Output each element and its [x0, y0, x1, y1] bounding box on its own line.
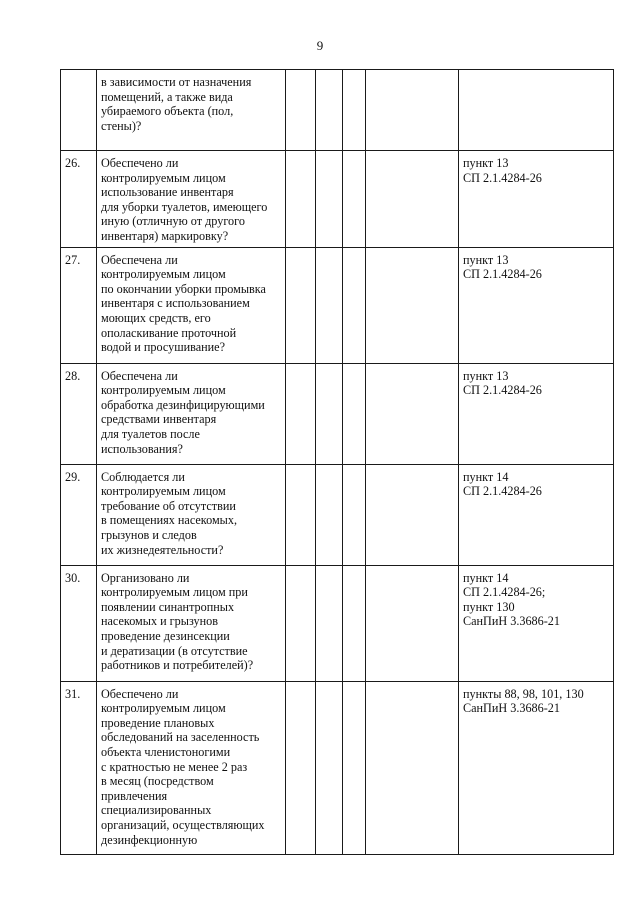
question-line: использования?	[101, 441, 183, 456]
answer-na-cell[interactable]	[343, 565, 366, 681]
question-line: иную (отличную от другого	[101, 214, 245, 229]
answer-yes-cell[interactable]	[286, 681, 316, 854]
page-number: 9	[316, 38, 324, 53]
reference-line: СанПиН 3.3686-21	[463, 701, 560, 716]
notes-cell[interactable]	[366, 363, 459, 464]
question-line: объекта членистоногими	[101, 744, 231, 759]
question-line: с кратностью не менее 2 раз	[101, 759, 248, 774]
question-line: по окончании уборки промывка	[101, 281, 266, 296]
answer-no-cell[interactable]	[316, 464, 343, 565]
notes-cell[interactable]	[366, 681, 459, 854]
reference-line: пункт 13	[463, 252, 509, 267]
table-row	[61, 70, 614, 151]
row-number: 28.	[61, 363, 97, 464]
question-line: для уборки туалетов, имеющего	[101, 199, 268, 214]
question-line: стены)?	[101, 118, 142, 133]
notes-cell[interactable]	[366, 565, 459, 681]
question-line: Соблюдается ли	[101, 469, 185, 484]
row-number: 26.	[61, 151, 97, 248]
reference-cell	[459, 681, 614, 854]
reference-line: СП 2.1.4284-26	[463, 383, 542, 398]
answer-yes-cell[interactable]	[286, 464, 316, 565]
row-number: 31.	[61, 681, 97, 854]
reference-line: СП 2.1.4284-26	[463, 484, 542, 499]
question-line: Обеспечена ли	[101, 368, 178, 383]
row-number: 30.	[61, 565, 97, 681]
row-number	[61, 70, 97, 151]
question-line: в помещениях насекомых,	[101, 513, 237, 528]
reference-line: СП 2.1.4284-26;	[463, 585, 546, 600]
question-line: привлечения	[101, 788, 168, 803]
reference-line: пункт 13	[463, 156, 509, 170]
question-line: требование об отсутствии	[101, 498, 236, 513]
answer-na-cell[interactable]	[343, 363, 366, 464]
question-cell	[97, 464, 286, 565]
answer-yes-cell[interactable]	[286, 565, 316, 681]
question-line: Обеспечено ли	[101, 686, 179, 701]
question-line: Организовано ли	[101, 570, 190, 585]
question-cell	[97, 565, 286, 681]
question-line: контролируемым лицом	[101, 170, 226, 185]
answer-yes-cell[interactable]	[286, 363, 316, 464]
question-line: для туалетов после	[101, 426, 200, 441]
reference-line: пункт 14	[463, 570, 509, 585]
reference-cell	[459, 464, 614, 565]
answer-no-cell[interactable]	[316, 151, 343, 248]
question-line: использование инвентаря	[101, 185, 234, 200]
question-line: инвентаря с использованием	[101, 296, 250, 311]
table-row	[61, 681, 614, 854]
answer-yes-cell[interactable]	[286, 70, 316, 151]
reference-line: пункт 13	[463, 368, 509, 383]
reference-cell	[459, 565, 614, 681]
question-line: помещений, а также вида	[101, 89, 233, 104]
row-number: 27.	[61, 247, 97, 363]
answer-na-cell[interactable]	[343, 247, 366, 363]
table-row	[61, 151, 614, 248]
reference-line: СП 2.1.4284-26	[463, 170, 542, 185]
question-line: организаций, осуществляющих	[101, 817, 265, 832]
answer-no-cell[interactable]	[316, 247, 343, 363]
answer-no-cell[interactable]	[316, 70, 343, 151]
table-row	[61, 247, 614, 363]
question-cell	[97, 363, 286, 464]
question-line: грызунов и следов	[101, 527, 197, 542]
question-cell	[97, 151, 286, 248]
question-line: проведение дезинсекции	[101, 628, 230, 643]
question-line: проведение плановых	[101, 715, 215, 730]
reference-line: пункты 88, 98, 101, 130	[463, 686, 584, 701]
question-line: насекомых и грызунов	[101, 614, 218, 629]
notes-cell[interactable]	[366, 151, 459, 248]
question-line: в месяц (посредством	[101, 774, 214, 789]
checklist-table	[60, 69, 614, 855]
answer-no-cell[interactable]	[316, 565, 343, 681]
question-line: обследований на заселенность	[101, 730, 260, 745]
notes-cell[interactable]	[366, 70, 459, 151]
reference-cell	[459, 70, 614, 151]
reference-cell	[459, 151, 614, 248]
question-line: обработка дезинфицирующими	[101, 397, 265, 412]
question-cell	[97, 70, 286, 151]
answer-no-cell[interactable]	[316, 681, 343, 854]
answer-yes-cell[interactable]	[286, 247, 316, 363]
reference-line: пункт 130	[463, 599, 515, 614]
question-line: и дератизации (в отсутствие	[101, 643, 248, 658]
question-line: контролируемым лицом	[101, 267, 226, 282]
question-line: их жизнедеятельности?	[101, 542, 224, 557]
answer-na-cell[interactable]	[343, 464, 366, 565]
row-number: 29.	[61, 464, 97, 565]
answer-na-cell[interactable]	[343, 681, 366, 854]
answer-no-cell[interactable]	[316, 363, 343, 464]
question-line: дезинфекционную	[101, 832, 198, 847]
question-line: инвентаря) маркировку?	[101, 228, 229, 243]
reference-line: пункт 14	[463, 469, 509, 484]
question-line: специализированных	[101, 803, 212, 818]
question-line: в зависимости от назначения	[101, 75, 252, 89]
question-line: контролируемым лицом	[101, 484, 226, 499]
reference-cell	[459, 247, 614, 363]
question-line: ополаскивание проточной	[101, 325, 237, 340]
notes-cell[interactable]	[366, 464, 459, 565]
table-row	[61, 565, 614, 681]
answer-na-cell[interactable]	[343, 70, 366, 151]
question-line: Обеспечена ли	[101, 252, 178, 267]
reference-cell	[459, 363, 614, 464]
reference-line: СанПиН 3.3686-21	[463, 614, 560, 629]
table-row	[61, 363, 614, 464]
question-line: контролируемым лицом	[101, 383, 226, 398]
question-line: водой и просушивание?	[101, 340, 225, 355]
table-row	[61, 464, 614, 565]
question-line: контролируемым лицом при	[101, 585, 248, 600]
question-line: моющих средств, его	[101, 310, 211, 325]
reference-line: СП 2.1.4284-26	[463, 267, 542, 282]
answer-yes-cell[interactable]	[286, 151, 316, 248]
answer-na-cell[interactable]	[343, 151, 366, 248]
question-line: контролируемым лицом	[101, 701, 226, 716]
question-cell	[97, 247, 286, 363]
question-line: Обеспечено ли	[101, 156, 179, 170]
question-line: средствами инвентаря	[101, 412, 217, 427]
question-line: убираемого объекта (пол,	[101, 104, 234, 119]
question-line: работников и потребителей)?	[101, 658, 254, 673]
question-cell	[97, 681, 286, 854]
question-line: появлении синантропных	[101, 599, 235, 614]
notes-cell[interactable]	[366, 247, 459, 363]
